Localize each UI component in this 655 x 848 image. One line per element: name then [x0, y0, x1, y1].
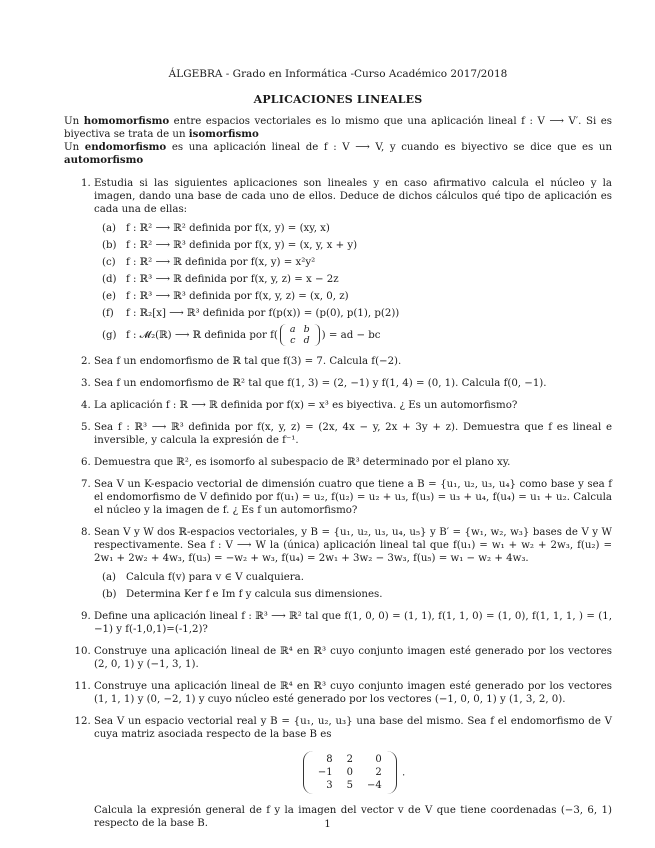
list-item: (a) Calcula f(v) para v ∈ V cualquiera.	[102, 572, 304, 583]
list-item: (e) f : ℝ³ ⟶ ℝ³ definida por f(x, y, z) = (x, 0, z)	[102, 291, 349, 302]
list-item: (b) f : ℝ² ⟶ ℝ³ definida por f(x, y) = (x, y, x + y)	[102, 240, 358, 251]
list-item: (b) Determina Ker f e Im f y calcula sus dimensiones.	[102, 589, 383, 600]
matrix-3x3-block: 8 2 0 −1 0 2 3 5 −4 .	[94, 751, 612, 794]
exercise-1: 1. Estudia si las siguientes aplicaciones son lineales y en caso afirmativo calcula el núcleo y la imagen, dando una base de cada uno de ellos. Deduce de dichos cálculos qué tipo de aplicación es cada una de ellas: (a) f : ℝ² ⟶ ℝ² definida por f(x, y) = (xy, x) (b) f : ℝ² ⟶ ℝ³ definida por f(x, y) = (x, y, x + y) (c) f : ℝ² ⟶ ℝ definida por f(x, y) = x²y² (d) f : ℝ³ ⟶ ℝ definida por f(x, y, z) = x − 2z (e) f : ℝ³ ⟶ ℝ³ definida por f(x, y, z) = (x, 0, z) (f) f : ℝ₂[x] ⟶ ℝ³ definida por f(p(x)) = (p(0), p(1), p(2)) (g) f : 𝓜₂(ℝ) ⟶ ℝ definida por f( a b c d ) = ad − bc	[94, 177, 612, 346]
exercise-11: 11. Construye una aplicación lineal de ℝ⁴ en ℝ³ cuyo conjunto imagen esté generado por los vectores (1, 1, 1) y (0, −2, 1) y cuyo núcleo esté generado por los vectores (−1, 0, 0, 1) y (1, 3, 2, 0).	[94, 680, 612, 706]
page-title: APLICACIONES LINEALES	[253, 93, 423, 106]
list-item: (g) f : 𝓜₂(ℝ) ⟶ ℝ definida por f( a b c d ) = ad − bc	[102, 324, 381, 346]
exercise-list	[64, 177, 612, 830]
exercise-3: 3. Sea f un endomorfismo de ℝ² tal que f(1, 3) = (2, −1) y f(1, 4) = (0, 1). Calcula f(0, −1).	[94, 377, 612, 390]
list-item: (f) f : ℝ₂[x] ⟶ ℝ³ definida por f(p(x)) = (p(0), p(1), p(2))	[102, 308, 400, 319]
list-item: (c) f : ℝ² ⟶ ℝ definida por f(x, y) = x²y²	[102, 257, 316, 268]
exercise-8: 8. Sean V y W dos ℝ-espacios vectoriales, y B = {u₁, u₂, u₃, u₄, u₅} y B′ = {w₁, w₂, w₃} bases de V y W respectivamente. Sea f : V ⟶ W la (única) aplicación lineal tal que f(u₁) = w₁ + w₂ + 2w₃, f(u₂) = 2w₁ + 2w₂ + 4w₃, f(u₃) = −w₂ + w₃, f(u₄) = 2w₁ + 3w₂ − 3w₃, f(u₅) = w₁ − w₂ + 4w₃. (a) Calcula f(v) para v ∈ V cualquiera. (b) Determina Ker f e Im f y calcula sus dimensiones.	[94, 526, 612, 601]
exercise-10: 10. Construye una aplicación lineal de ℝ⁴ en ℝ³ cuyo conjunto imagen esté generado por los vectores (2, 0, 1) y (−1, 3, 1).	[94, 645, 612, 671]
course-header: ÁLGEBRA - Grado en Informática -Curso Académico 2017/2018	[168, 68, 508, 80]
exercise-4: 4. La aplicación f : ℝ ⟶ ℝ definida por f(x) = x³ es biyectiva. ¿ Es un automorfismo?	[94, 399, 612, 412]
exercise-7: 7. Sea V un K-espacio vectorial de dimensión cuatro que tiene a B = {u₁, u₂, u₃, u₄} como base y sea f el endomorfismo de V definido por f(u₁) = u₂, f(u₂) = u₂ + u₃, f(u₃) = u₃ + u₄, f(u₄) = u₁ + u₂. Calcula el núcleo y la imagen de f. ¿ Es f un automorfismo?	[94, 478, 612, 517]
exercise-2: 2. Sea f un endomorfismo de ℝ tal que f(3) = 7. Calcula f(−2).	[94, 355, 612, 368]
matrix-3x3: 8 2 0 −1 0 2 3 5 −4	[303, 751, 397, 794]
list-item: (d) f : ℝ³ ⟶ ℝ definida por f(x, y, z) = x − 2z	[102, 274, 339, 285]
page-number: 1	[324, 819, 331, 830]
exercise-8-items	[94, 571, 612, 601]
exercise-6: 6. Demuestra que ℝ², es isomorfo al subespacio de ℝ³ determinado por el plano xy.	[94, 456, 612, 469]
exercise-12: 12. Sea V un espacio vectorial real y B = {u₁, u₂, u₃} una base del mismo. Sea f el endomorfismo de V cuya matriz asociada respecto de la base B es 8 2 0 −1 0 2 3 5 −4 . Calcula la expresión general de f y la imagen del vector v de V que tiene coordenadas (−3, 6, 1) respecto de la base B.	[94, 715, 612, 830]
intro-endomorfismo: Un endomorfismo es una aplicación lineal de f : V ⟶ V, y cuando es biyectivo se dice que es un automorfismo	[64, 141, 613, 166]
exercise-1-items	[94, 222, 612, 346]
matrix-2x2: a b c d	[280, 324, 320, 346]
document-page	[64, 68, 612, 839]
intro-homomorfismo: Un homomorfismo entre espacios vectoriales es lo mismo que una aplicación lineal f : V ⟶ V′. Si es biyectiva se trata de un isomorfismo	[64, 115, 613, 140]
list-item: (a) f : ℝ² ⟶ ℝ² definida por f(x, y) = (xy, x)	[102, 223, 330, 234]
intro	[64, 115, 612, 167]
exercise-5: 5. Sea f : ℝ³ ⟶ ℝ³ definida por f(x, y, z) = (2x, 4x − y, 2x + 3y + z). Demuestra que f es lineal e inversible, y calcula la expresión de f⁻¹.	[94, 421, 612, 447]
exercise-9: 9. Define una aplicación lineal f : ℝ³ ⟶ ℝ² tal que f(1, 0, 0) = (1, 1), f(1, 1, 0) = (1, 0), f(1, 1, 1, ) = (1, −1) y f(-1,0,1)=(-1,2)?	[94, 610, 612, 636]
